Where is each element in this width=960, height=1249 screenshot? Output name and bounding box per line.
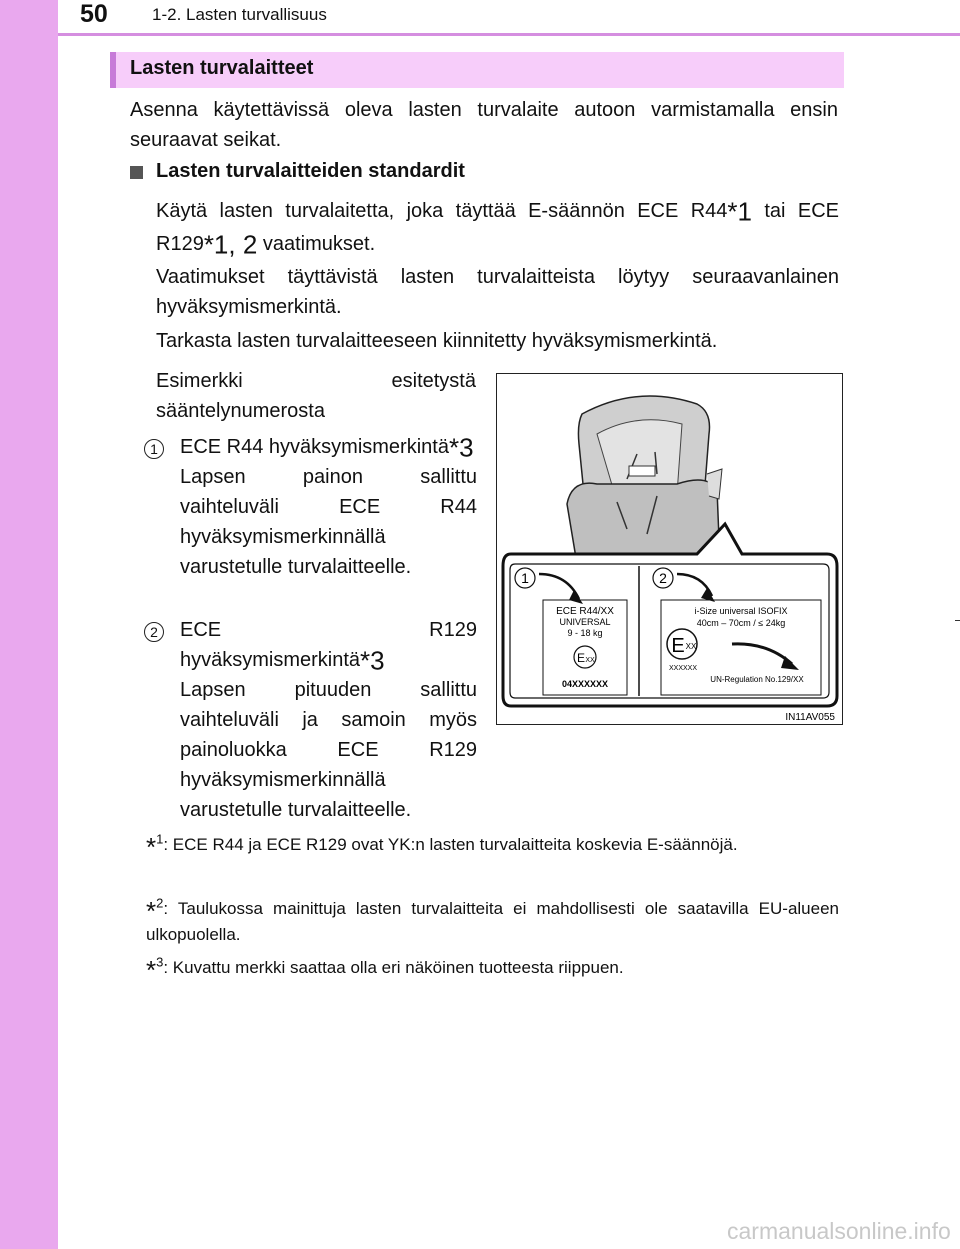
label2-line1: i-Size universal ISOFIX <box>694 606 788 616</box>
standards-paragraph <box>156 195 839 261</box>
chapter-title: 1-2. Lasten turvallisuus <box>152 5 327 24</box>
check-paragraph: Tarkasta lasten turvalaitteeseen kiinnitetty hyväksymismerkintä. <box>156 330 718 352</box>
header-rule <box>58 33 960 36</box>
standards-text-b: tai ECE R129 <box>156 200 839 255</box>
label1-line3: 9 - 18 kg <box>567 628 603 638</box>
label2-code: XXXXXX <box>668 665 698 672</box>
chapter-sidebar <box>0 0 58 1249</box>
margin-tick <box>955 620 960 621</box>
item-2 <box>180 615 477 825</box>
footnote-ref-3b: *3 <box>360 645 385 676</box>
label1-mark-sub: XX <box>585 657 595 664</box>
callout-number-1: 1 <box>144 439 164 459</box>
callout-number-2: 2 <box>144 622 164 642</box>
footnote-3-text: : Kuvattu merkki saattaa olla eri näköinen tuotteesta riippuen. <box>163 958 624 977</box>
approval-mark-figure <box>496 373 843 725</box>
footnote-ref-3a: *3 <box>448 432 474 463</box>
figure-code: IN11AV055 <box>785 712 835 723</box>
item-2-description: Lapsen pituuden sallittu vaihteluväli ja samoin myös painoluokka ECE R129 hyväksymismerkinnällä varustetulle turvalaitteelle. <box>180 679 477 821</box>
child-seat-illustration <box>497 374 842 724</box>
footnote-2 <box>146 896 839 948</box>
standards-text-c: vaatimukset. <box>257 233 376 255</box>
label2-regulation: UN-Regulation No.129/XX <box>710 675 804 684</box>
label1-code: 04XXXXXX <box>561 679 609 689</box>
item-1 <box>180 432 477 582</box>
footnote-2-star: * <box>146 896 157 926</box>
item-1-description: Lapsen painon sallittu vaihteluväli ECE R44 hyväksymismerkinnällä varustetulle turvalaitteelle. <box>180 466 477 578</box>
label2-line2: 40cm – 70cm / ≤ 24kg <box>696 618 786 628</box>
figure-callout-2: 2 <box>659 570 667 586</box>
footnote-3 <box>146 954 839 985</box>
approval-paragraph: Vaatimukset täyttävistä lasten turvalaitteista löytyy seuraavanlainen hyväksymismerkintä. <box>156 266 839 318</box>
page-number: 50 <box>80 0 108 28</box>
footnote-ref-1-2: *1, 2 <box>203 229 258 260</box>
label1-line2: UNIVERSAL <box>559 617 611 627</box>
intro-paragraph: Asenna käytettävissä oleva lasten turvalaite autoon varmistamalla ensin seuraavat seikat. <box>130 99 838 151</box>
label1-mark: E <box>576 651 586 665</box>
footnote-2-text: : Taulukossa mainittuja lasten turvalaitteita ei mahdollisesti ole saatavilla EU-alueen ulkopuolella. <box>146 899 839 944</box>
figure-callout-1: 1 <box>521 570 529 586</box>
footnote-1-star: * <box>146 832 157 862</box>
standards-text-a: Käytä lasten turvalaitetta, joka täyttää E-säännön ECE R44 <box>156 200 728 222</box>
footnote-1-text: : ECE R44 ja ECE R129 ovat YK:n lasten turvalaitteita koskevia E-säännöjä. <box>163 835 738 854</box>
subsection-title: Lasten turvalaitteiden standardit <box>156 160 465 182</box>
square-bullet-icon <box>130 166 143 179</box>
section-title: Lasten turvalaitteet <box>110 52 844 88</box>
item-2-title: ECE R129 hyväksymismerkintä <box>180 619 477 671</box>
watermark: carmanualsonline.info <box>727 1218 951 1244</box>
footnote-3-star: * <box>146 955 157 985</box>
example-label: Esimerkki esitetystä sääntelynumerosta <box>156 370 476 422</box>
label2-mark-sub: XX <box>685 642 697 651</box>
footnote-1 <box>146 831 839 862</box>
footnote-1-number: 1 <box>156 831 164 847</box>
label2-mark: E <box>671 635 685 657</box>
footnote-ref-1: *1 <box>727 196 752 227</box>
footnote-2-number: 2 <box>156 895 164 911</box>
label1-line1: ECE R44/XX <box>556 606 614 617</box>
item-1-title: ECE R44 hyväksymismerkintä <box>180 436 449 458</box>
footnote-3-number: 3 <box>156 954 164 970</box>
